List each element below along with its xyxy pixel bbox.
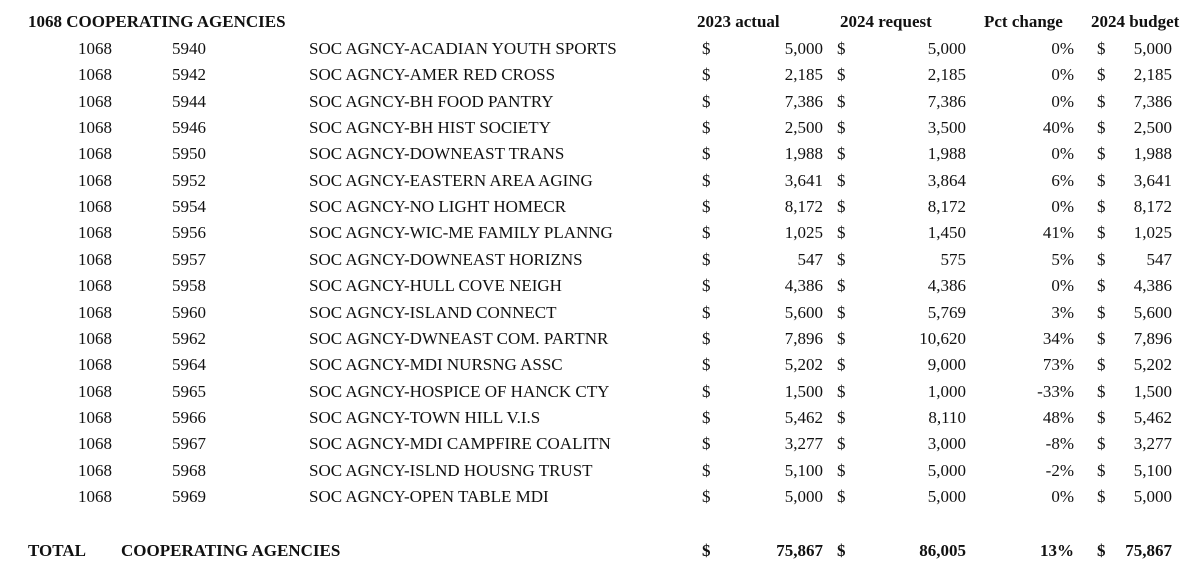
budget-2024-cell: 5,100 [1133,460,1172,480]
account-cell: 5958 [172,276,206,296]
currency-symbol: $ [702,381,711,401]
table-row [0,355,1194,381]
currency-symbol: $ [837,91,846,111]
dept-cell: 1068 [78,39,112,58]
currency-symbol: $ [837,249,846,269]
pct-change-cell: 48% [1042,407,1074,427]
description-cell: SOC AGNCY-DWNEAST COM. PARTNR [309,328,609,348]
currency-symbol: $ [1097,276,1106,296]
pct-change-cell: 73% [1042,355,1074,375]
table-row [0,461,1194,487]
currency-symbol: $ [1097,434,1106,454]
currency-symbol: $ [837,118,846,138]
table-row [0,144,1194,170]
currency-symbol: $ [837,276,846,296]
actual-2023-cell: 8,172 [784,197,823,217]
description-cell: SOC AGNCY-DOWNEAST TRANS [309,144,565,164]
dept-cell: 1068 [78,197,112,217]
actual-2023-cell: 2,500 [784,118,823,138]
description-cell: SOC AGNCY-WIC-ME FAMILY PLANNG [309,223,613,243]
table-row [0,329,1194,355]
currency-symbol: $ [1097,91,1106,111]
request-2024-cell: 7,386 [927,91,966,111]
total-2024-request: 86,005 [919,541,966,560]
dept-cell: 1068 [78,381,112,401]
account-cell: 5956 [172,223,206,243]
account-cell: 5954 [172,197,206,217]
pct-change-cell: 0% [1051,39,1074,58]
currency-symbol: $ [837,460,846,480]
budget-2024-cell: 1,025 [1133,223,1172,243]
description-cell: SOC AGNCY-NO LIGHT HOMECR [309,197,567,217]
request-2024-cell: 3,000 [927,434,966,454]
currency-symbol: $ [837,144,846,164]
column-header-2023-actual: 2023 actual [697,12,780,31]
currency-symbol: $ [837,302,846,322]
column-header-2024-budget: 2024 budget [1091,12,1180,31]
request-2024-cell: 1,988 [927,144,966,164]
request-2024-cell: 8,110 [928,407,966,427]
currency-symbol: $ [837,328,846,348]
table-row [0,171,1194,197]
actual-2023-cell: 7,896 [784,328,823,348]
actual-2023-cell: 3,641 [784,170,823,190]
description-cell: SOC AGNCY-EASTERN AREA AGING [309,170,593,190]
actual-2023-cell: 3,277 [784,434,823,454]
currency-symbol: $ [702,118,711,138]
table-row [0,434,1194,460]
currency-symbol: $ [702,91,711,111]
description-cell: SOC AGNCY-HOSPICE OF HANCK CTY [309,381,610,401]
budget-2024-cell: 5,000 [1133,39,1172,58]
account-cell: 5964 [172,355,206,375]
dept-cell: 1068 [78,249,112,269]
actual-2023-cell: 5,202 [784,355,823,375]
budget-2024-cell: 547 [1146,249,1172,269]
dept-cell: 1068 [78,223,112,243]
currency-symbol: $ [702,486,711,506]
total-2023-actual: 75,867 [776,541,823,560]
budget-2024-cell: 7,896 [1133,328,1172,348]
pct-change-cell: 0% [1051,91,1074,111]
currency-symbol: $ [1097,541,1106,560]
request-2024-cell: 9,000 [927,355,966,375]
description-cell: SOC AGNCY-BH FOOD PANTRY [309,91,554,111]
currency-symbol: $ [1097,249,1106,269]
currency-symbol: $ [702,541,711,560]
account-cell: 5950 [172,144,206,164]
pct-change-cell: 3% [1051,302,1074,322]
description-cell: SOC AGNCY-DOWNEAST HORIZNS [309,249,583,269]
account-cell: 5942 [172,65,206,85]
budget-2024-cell: 2,500 [1133,118,1172,138]
pct-change-cell: -33% [1037,381,1074,401]
budget-2024-cell: 2,185 [1133,65,1172,85]
dept-cell: 1068 [78,91,112,111]
request-2024-cell: 3,864 [927,170,966,190]
actual-2023-cell: 4,386 [784,276,823,296]
currency-symbol: $ [837,197,846,217]
pct-change-cell: 34% [1042,328,1074,348]
currency-symbol: $ [702,355,711,375]
budget-2024-cell: 5,000 [1133,486,1172,506]
currency-symbol: $ [702,302,711,322]
pct-change-cell: -8% [1045,434,1074,454]
currency-symbol: $ [837,355,846,375]
account-cell: 5967 [172,434,206,454]
currency-symbol: $ [702,144,711,164]
table-row [0,487,1194,513]
pct-change-cell: -2% [1045,460,1074,480]
request-2024-cell: 3,500 [927,118,966,138]
description-cell: SOC AGNCY-AMER RED CROSS [309,65,556,85]
description-cell: SOC AGNCY-TOWN HILL V.I.S [309,407,541,427]
currency-symbol: $ [702,460,711,480]
description-cell: SOC AGNCY-MDI NURSNG ASSC [309,355,563,375]
budget-2024-cell: 3,641 [1133,170,1172,190]
currency-symbol: $ [702,170,711,190]
dept-cell: 1068 [78,460,112,480]
pct-change-cell: 6% [1051,170,1074,190]
currency-symbol: $ [837,39,846,58]
request-2024-cell: 10,620 [919,328,966,348]
currency-symbol: $ [1097,197,1106,217]
currency-symbol: $ [1097,170,1106,190]
request-2024-cell: 1,450 [927,223,966,243]
column-header-2024-request: 2024 request [840,12,932,31]
pct-change-cell: 0% [1051,197,1074,217]
total-label: TOTAL [28,541,86,560]
currency-symbol: $ [1097,407,1106,427]
budget-2024-cell: 5,202 [1133,355,1172,375]
budget-2024-cell: 5,462 [1133,407,1172,427]
dept-cell: 1068 [78,355,112,375]
pct-change-cell: 0% [1051,144,1074,164]
table-row [0,65,1194,91]
request-2024-cell: 8,172 [927,197,966,217]
account-cell: 5946 [172,118,206,138]
account-cell: 5969 [172,486,206,506]
description-cell: SOC AGNCY-ISLAND CONNECT [309,302,557,322]
currency-symbol: $ [837,434,846,454]
description-cell: SOC AGNCY-ACADIAN YOUTH SPORTS [309,39,617,58]
dept-cell: 1068 [78,65,112,85]
table-row [0,382,1194,408]
budget-2024-cell: 7,386 [1133,91,1172,111]
pct-change-cell: 5% [1051,249,1074,269]
table-row [0,118,1194,144]
request-2024-cell: 4,386 [927,276,966,296]
dept-cell: 1068 [78,302,112,322]
currency-symbol: $ [837,223,846,243]
currency-symbol: $ [702,276,711,296]
table-row [0,250,1194,276]
dept-cell: 1068 [78,276,112,296]
currency-symbol: $ [837,65,846,85]
budget-2024-cell: 8,172 [1133,197,1172,217]
dept-cell: 1068 [78,118,112,138]
actual-2023-cell: 5,600 [784,302,823,322]
budget-2024-cell: 3,277 [1133,434,1172,454]
budget-2024-cell: 1,500 [1133,381,1172,401]
request-2024-cell: 1,000 [927,381,966,401]
currency-symbol: $ [1097,144,1106,164]
currency-symbol: $ [1097,381,1106,401]
total-pct-change: 13% [1040,541,1074,560]
account-cell: 5962 [172,328,206,348]
table-row [0,408,1194,434]
currency-symbol: $ [1097,328,1106,348]
currency-symbol: $ [1097,302,1106,322]
table-row [0,197,1194,223]
dept-cell: 1068 [78,407,112,427]
currency-symbol: $ [1097,223,1106,243]
actual-2023-cell: 1,025 [784,223,823,243]
actual-2023-cell: 1,500 [784,381,823,401]
currency-symbol: $ [1097,460,1106,480]
currency-symbol: $ [1097,486,1106,506]
request-2024-cell: 5,000 [927,39,966,58]
account-cell: 5968 [172,460,206,480]
pct-change-cell: 0% [1051,486,1074,506]
budget-2024-cell: 1,988 [1133,144,1172,164]
actual-2023-cell: 547 [797,249,823,269]
actual-2023-cell: 7,386 [784,91,823,111]
dept-cell: 1068 [78,434,112,454]
account-cell: 5952 [172,170,206,190]
currency-symbol: $ [837,407,846,427]
table-row [0,303,1194,329]
actual-2023-cell: 5,000 [784,486,823,506]
currency-symbol: $ [702,197,711,217]
total-name: COOPERATING AGENCIES [121,541,341,560]
currency-symbol: $ [702,223,711,243]
total-2024-budget: 75,867 [1125,541,1172,560]
actual-2023-cell: 1,988 [784,144,823,164]
account-cell: 5965 [172,381,206,401]
table-row [0,276,1194,302]
request-2024-cell: 5,769 [927,302,966,322]
account-cell: 5966 [172,407,206,427]
currency-symbol: $ [702,328,711,348]
request-2024-cell: 5,000 [927,486,966,506]
account-cell: 5944 [172,91,206,111]
currency-symbol: $ [1097,355,1106,375]
currency-symbol: $ [702,249,711,269]
currency-symbol: $ [702,407,711,427]
request-2024-cell: 575 [940,249,966,269]
section-title: 1068 COOPERATING AGENCIES [28,12,286,31]
currency-symbol: $ [837,486,846,506]
pct-change-cell: 0% [1051,65,1074,85]
description-cell: SOC AGNCY-ISLND HOUSNG TRUST [309,460,593,480]
table-row [0,92,1194,118]
currency-symbol: $ [837,381,846,401]
account-cell: 5957 [172,249,206,269]
description-cell: SOC AGNCY-HULL COVE NEIGH [309,276,562,296]
description-cell: SOC AGNCY-OPEN TABLE MDI [309,486,549,506]
budget-2024-cell: 4,386 [1133,276,1172,296]
description-cell: SOC AGNCY-BH HIST SOCIETY [309,118,551,138]
budget-2024-cell: 5,600 [1133,302,1172,322]
dept-cell: 1068 [78,486,112,506]
currency-symbol: $ [702,65,711,85]
currency-symbol: $ [1097,65,1106,85]
currency-symbol: $ [1097,118,1106,138]
actual-2023-cell: 5,000 [784,39,823,58]
currency-symbol: $ [702,434,711,454]
description-cell: SOC AGNCY-MDI CAMPFIRE COALITN [309,434,611,454]
dept-cell: 1068 [78,170,112,190]
actual-2023-cell: 2,185 [784,65,823,85]
account-cell: 5940 [172,39,206,58]
pct-change-cell: 40% [1042,118,1074,138]
table-row [0,39,1194,65]
currency-symbol: $ [1097,39,1106,58]
actual-2023-cell: 5,462 [784,407,823,427]
request-2024-cell: 2,185 [927,65,966,85]
table-row [0,223,1194,249]
dept-cell: 1068 [78,144,112,164]
currency-symbol: $ [837,170,846,190]
account-cell: 5960 [172,302,206,322]
actual-2023-cell: 5,100 [784,460,823,480]
dept-cell: 1068 [78,328,112,348]
pct-change-cell: 41% [1042,223,1074,243]
request-2024-cell: 5,000 [927,460,966,480]
pct-change-cell: 0% [1051,276,1074,296]
column-header-pct-change: Pct change [984,12,1063,31]
currency-symbol: $ [837,541,846,560]
currency-symbol: $ [702,39,711,58]
